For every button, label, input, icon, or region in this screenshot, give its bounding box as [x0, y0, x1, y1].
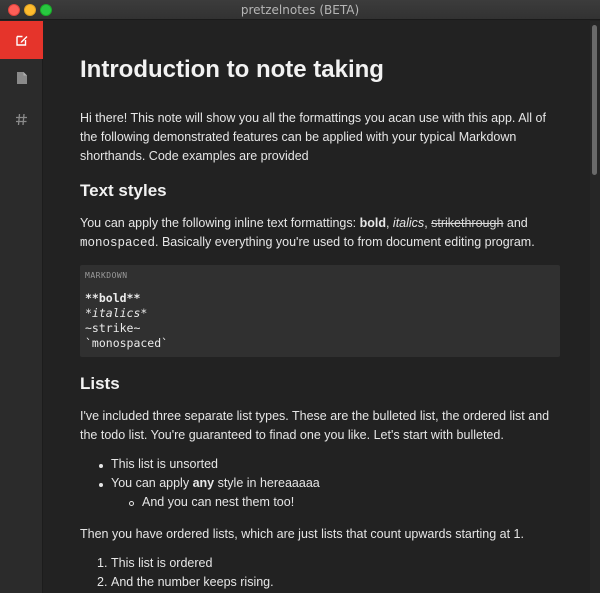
- ordered-list-item: This list is ordered: [111, 556, 213, 570]
- bold-sample: bold: [359, 216, 386, 230]
- note-title: Introduction to note taking: [80, 56, 384, 83]
- edit-icon: [15, 33, 29, 47]
- strike-sample: strikethrough: [431, 216, 504, 230]
- code-line: **bold**: [85, 291, 141, 305]
- intro-paragraph: Hi there! This note will show you all the formattings you acan use with this app. All of the following demonstrated features can be applied with your typical Markdown shorthands. Code examples are provided: [80, 111, 546, 163]
- document-icon: [16, 71, 28, 85]
- note-editor[interactable]: [43, 21, 590, 593]
- italics-sample: italics: [392, 216, 425, 230]
- lists-heading: Lists: [80, 374, 120, 393]
- code-line: `monospaced`: [85, 336, 169, 350]
- nested-list-item: And you can nest them too!: [142, 495, 295, 509]
- window-title: pretzelnotes (BETA): [240, 3, 360, 17]
- ordered-list-item: And the number keeps rising.: [111, 575, 274, 589]
- nested-bullet-marker: [129, 501, 134, 506]
- sidebar-item-edit[interactable]: [0, 21, 43, 59]
- list-item: You can apply any style in hereaaaaa: [111, 476, 320, 490]
- ordered-number: 2.: [97, 575, 108, 589]
- scrollbar-thumb[interactable]: [592, 25, 597, 175]
- title-bar: [0, 0, 600, 20]
- bullet-marker: [99, 483, 103, 487]
- lists-intro-paragraph: I've included three separate list types. These are the bulleted list, the ordered list and the todo list. You're guaranteed to finad one you like. Let's start with bulleted.: [80, 409, 550, 442]
- monospaced-sample: monospaced: [80, 236, 156, 250]
- text-styles-heading: Text styles: [80, 181, 167, 200]
- hash-icon: [15, 113, 28, 126]
- code-line: *italics*: [85, 306, 148, 320]
- code-line: ~strike~: [85, 321, 141, 335]
- text-styles-paragraph: You can apply the following inline text formattings: bold, italics, strikethrough and monospaced. Basically everything you're used to from document editing program.: [80, 216, 535, 250]
- sidebar-item-notes[interactable]: [0, 59, 43, 97]
- sidebar-item-tags[interactable]: [0, 100, 43, 138]
- ordered-intro-paragraph: Then you have ordered lists, which are just lists that count upwards starting at 1.: [80, 527, 524, 541]
- bullet-marker: [99, 464, 103, 468]
- ordered-number: 1.: [97, 556, 108, 570]
- code-block: [80, 265, 560, 357]
- list-item: This list is unsorted: [111, 457, 218, 471]
- sidebar: [0, 21, 43, 593]
- scrollbar[interactable]: [590, 21, 600, 593]
- code-language-label: MARKDOWN: [85, 271, 128, 280]
